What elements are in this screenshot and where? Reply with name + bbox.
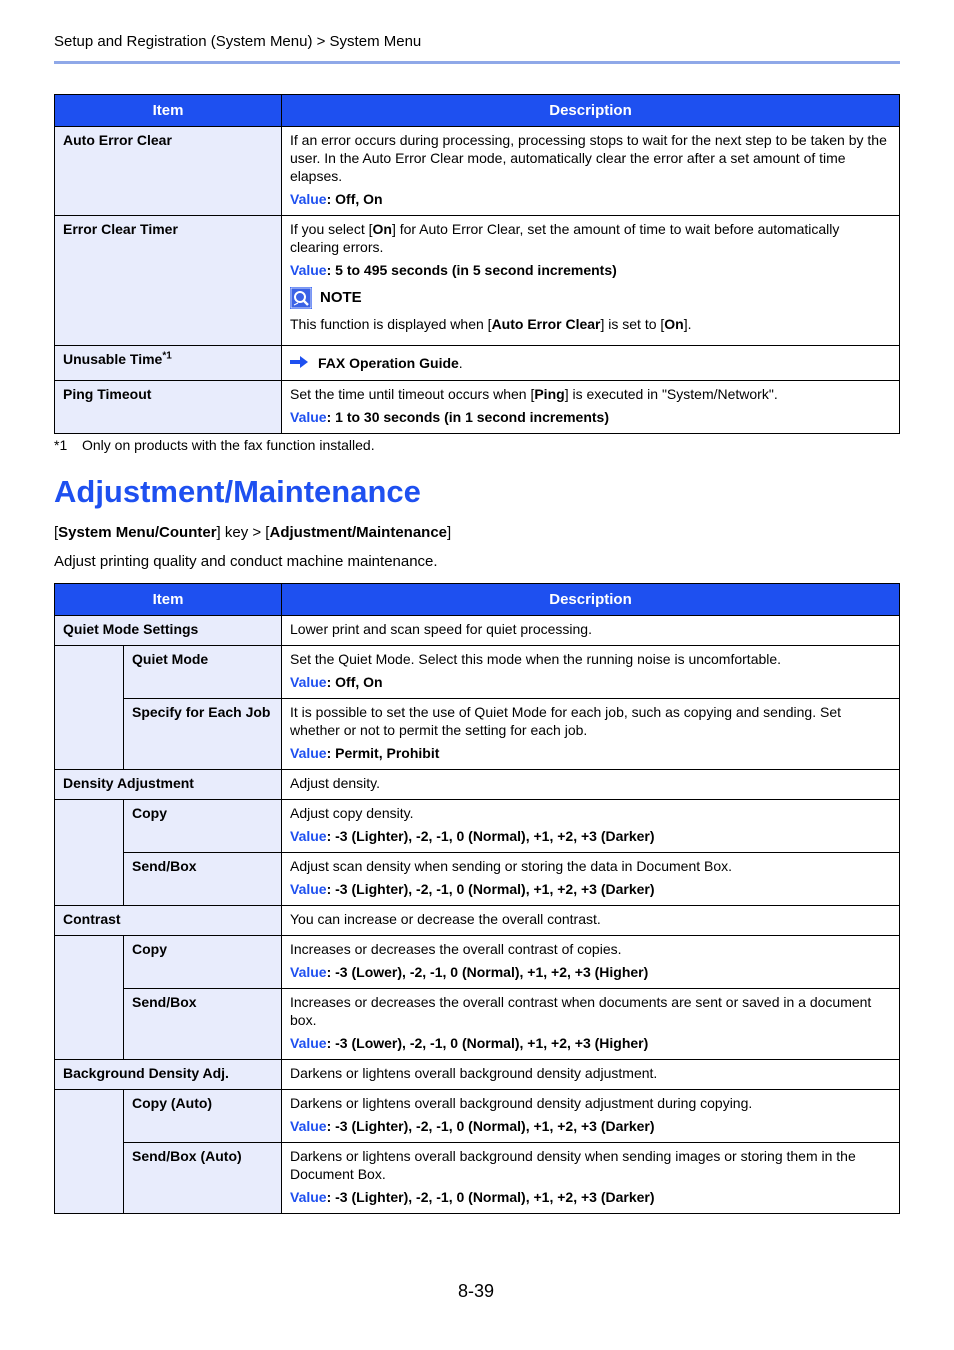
description-cell: Adjust copy density. Value: -3 (Lighter), -2, -1, 0 (Normal), +1, +2, +3 (Darker) — [282, 800, 900, 853]
table-row — [55, 127, 900, 216]
description-cell — [282, 346, 900, 381]
note-heading — [290, 287, 891, 309]
description-cell: Lower print and scan speed for quiet processing. — [282, 616, 900, 646]
footnote: *1 Only on products with the fax function installed. — [54, 437, 375, 453]
settings-table-adjustment — [54, 583, 900, 1214]
column-header-description: Description — [282, 95, 900, 127]
item-cell: Unusable Time$^{*1}$ — [55, 346, 282, 381]
settings-table-system-menu — [54, 94, 900, 434]
table-row — [55, 216, 900, 346]
description-cell: Increases or decreases the overall contrast of copies. Value: -3 (Lower), -2, -1, 0 (Normal), +1, +2, +3 (Higher) — [282, 936, 900, 989]
description-cell — [282, 381, 900, 434]
section-title: Adjustment/Maintenance — [54, 474, 421, 509]
description-text: Set the time until timeout occurs when [Ping] is executed in "System/Network". — [290, 386, 778, 402]
note-title: NOTE — [320, 289, 362, 306]
value-label: Value — [290, 191, 327, 207]
indent-cell — [55, 1090, 124, 1214]
table-row — [55, 936, 900, 989]
description-cell: You can increase or decrease the overall contrast. — [282, 906, 900, 936]
sub-item-cell: Copy — [124, 800, 282, 853]
table-header-row — [55, 95, 900, 127]
value-line — [290, 190, 891, 208]
table-row — [55, 800, 900, 853]
item-cell: Density Adjustment — [55, 770, 282, 800]
table-row — [55, 699, 900, 770]
description-text: If an error occurs during processing, processing stops to wait for the next step to be taken by the user. In the Auto Error Clear mode, automatically clear the error after a set amount of time elapses. — [290, 132, 887, 184]
table-row — [55, 616, 900, 646]
table-row — [55, 989, 900, 1060]
table-row — [55, 346, 900, 381]
description-cell: Adjust density. — [282, 770, 900, 800]
item-cell: Error Clear Timer — [55, 216, 282, 346]
header-divider — [54, 61, 900, 64]
indent-cell — [55, 800, 124, 906]
sub-item-cell: Specify for Each Job — [124, 699, 282, 770]
table-row — [55, 1090, 900, 1143]
reference-link[interactable]: FAX Operation Guide. — [290, 354, 891, 372]
value-label: Value — [290, 262, 327, 278]
description-cell: Increases or decreases the overall contrast when documents are sent or saved in a document box. Value: -3 (Lower), -2, -1, 0 (Normal), +1, +2, +3 (Higher) — [282, 989, 900, 1060]
description-cell: Adjust scan density when sending or storing the data in Document Box. Value: -3 (Lighter), -2, -1, 0 (Normal), +1, +2, +3 (Darker) — [282, 853, 900, 906]
indent-cell — [55, 646, 124, 770]
table-row — [55, 1060, 900, 1090]
table-header-row — [55, 584, 900, 616]
item-cell: Background Density Adj. — [55, 1060, 282, 1090]
value-label: Value — [290, 409, 327, 425]
page-number: 8-39 — [458, 1281, 495, 1301]
description-cell: It is possible to set the use of Quiet Mode for each job, such as copying and sending. Set whether or not to permit the setting for each job. Value: Permit, Prohibit — [282, 699, 900, 770]
item-cell: Ping Timeout — [55, 381, 282, 434]
description-cell — [282, 216, 900, 346]
sub-item-cell: Quiet Mode — [124, 646, 282, 699]
sub-item-cell: Send/Box — [124, 853, 282, 906]
value-text: : Off, On — [326, 191, 383, 207]
column-header-description: Description — [282, 584, 900, 616]
item-cell: Auto Error Clear — [55, 127, 282, 216]
sub-item-cell: Copy — [124, 936, 282, 989]
table-row — [55, 646, 900, 699]
table-row — [55, 381, 900, 434]
section-intro: Adjust printing quality and conduct machine maintenance. — [54, 553, 438, 570]
column-header-item: Item — [55, 95, 282, 127]
sub-item-cell: Send/Box (Auto) — [124, 1143, 282, 1214]
value-line — [290, 408, 891, 426]
description-cell — [282, 127, 900, 216]
breadcrumb: Setup and Registration (System Menu) > System Menu — [54, 33, 422, 50]
column-header-item: Item — [55, 584, 282, 616]
note-text: This function is displayed when [Auto Error Clear] is set to [On]. — [290, 316, 692, 332]
value-text: : 1 to 30 seconds (in 1 second increments) — [326, 409, 610, 425]
description-cell: Darkens or lightens overall background density when sending images or storing them in the Document Box. Value: -3 (Lighter), -2, -1, 0 (Normal), +1, +2, +3 (Darker) — [282, 1143, 900, 1214]
key-path: [System Menu/Counter] key > [Adjustment/Maintenance] — [54, 524, 452, 541]
description-text: If you select [On] for Auto Error Clear, set the amount of time to wait before automatically clearing errors. — [290, 221, 840, 255]
value-line — [290, 261, 891, 279]
description-cell: Darkens or lightens overall background density adjustment during copying. Value: -3 (Lighter), -2, -1, 0 (Normal), +1, +2, +3 (Darker) — [282, 1090, 900, 1143]
table-row — [55, 770, 900, 800]
sub-item-cell: Copy (Auto) — [124, 1090, 282, 1143]
item-cell: Contrast — [55, 906, 282, 936]
item-cell: Quiet Mode Settings — [55, 616, 282, 646]
right-arrow-icon — [290, 354, 308, 372]
table-row — [55, 906, 900, 936]
sub-item-cell: Send/Box — [124, 989, 282, 1060]
table-row — [55, 853, 900, 906]
indent-cell — [55, 936, 124, 1060]
value-text: : 5 to 495 seconds (in 5 second increments) — [326, 262, 617, 278]
note-magnifier-icon — [290, 287, 312, 309]
description-cell: Darkens or lightens overall background density adjustment. — [282, 1060, 900, 1090]
description-cell: Set the Quiet Mode. Select this mode when the running noise is uncomfortable. Value: Off, On — [282, 646, 900, 699]
table-row — [55, 1143, 900, 1214]
